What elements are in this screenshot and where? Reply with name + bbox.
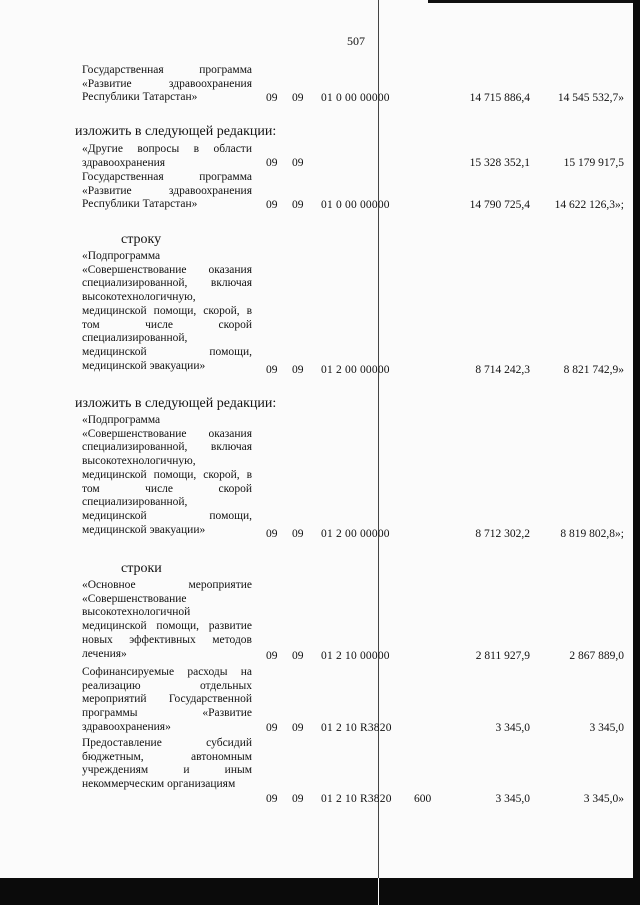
row-f-year2: 2 867 889,0 — [569, 650, 624, 662]
heading-rows: строки — [121, 561, 162, 576]
scan-right-border — [633, 0, 640, 905]
row-c-description: Государственная программа «Развитие здравоохранения Республики Татарстан» — [82, 171, 252, 211]
row-g-pr: 09 — [292, 722, 304, 734]
heading-amend-1: изложить в следующей редакции: — [75, 124, 277, 139]
row-c-year2: 14 622 126,3»; — [554, 199, 624, 211]
row-a-cs: 01 0 00 00000 — [321, 92, 390, 104]
heading-row: строку — [121, 232, 162, 247]
page-number: 507 — [347, 34, 365, 48]
row-d-year1: 8 714 242,3 — [475, 364, 530, 376]
row-b-description: «Другие вопросы в области здравоохранения — [82, 143, 252, 169]
row-d-rz: 09 — [266, 364, 278, 376]
scan-bottom-border — [0, 878, 640, 905]
row-e-year1: 8 712 302,2 — [475, 528, 530, 540]
scan-bottom-gap — [378, 878, 379, 905]
row-g-year2: 3 345,0 — [589, 722, 624, 734]
row-f-description: «Основное мероприятие «Совершенствование высокотехнологичной медицинской помощи, развитие новых эффективных методов лечения» — [82, 579, 252, 660]
row-b-rz: 09 — [266, 157, 278, 169]
row-h-cs: 01 2 10 R3820 — [321, 793, 392, 805]
row-h-year1: 3 345,0 — [495, 793, 530, 805]
row-c-pr: 09 — [292, 199, 304, 211]
heading-amend-2: изложить в следующей редакции: — [75, 396, 277, 411]
row-e-year2: 8 819 802,8»; — [560, 528, 624, 540]
row-a-year2: 14 545 532,7» — [557, 92, 624, 104]
row-a-description: Государственная программа «Развитие здравоохранения Республики Татарстан» — [82, 64, 252, 104]
row-h-year2: 3 345,0» — [583, 793, 624, 805]
row-a-year1: 14 715 886,4 — [469, 92, 530, 104]
row-h-rz: 09 — [266, 793, 278, 805]
row-e-description: «Подпрограмма «Совершенствование оказания специализированной, включая высокотехнологичную, медицинской помощи, скорой, в том числе скорой специализированной, медицинской помощи, медицинской эвакуации» — [82, 414, 252, 536]
row-a-pr: 09 — [292, 92, 304, 104]
row-b-pr: 09 — [292, 157, 304, 169]
row-h-pr: 09 — [292, 793, 304, 805]
row-d-description: «Подпрограмма «Совершенствование оказания специализированной, включая высокотехнологичную, медицинской помощи, скорой, в том числе скорой специализированной, медицинской помощи, медицинской эвакуации» — [82, 250, 252, 372]
row-g-description: Софинансируемые расходы на реализацию отдельных мероприятий Государственной программы «Развитие здравоохранения» — [82, 666, 252, 733]
row-d-cs: 01 2 00 00000 — [321, 364, 390, 376]
row-e-cs: 01 2 00 00000 — [321, 528, 390, 540]
row-d-pr: 09 — [292, 364, 304, 376]
row-f-year1: 2 811 927,9 — [475, 650, 530, 662]
row-h-description: Предоставление субсидий бюджетным, автономным учреждениям и иным некоммерческим организациям — [82, 737, 252, 791]
scan-fold-line — [378, 0, 379, 878]
row-b-year2: 15 179 917,5 — [563, 157, 624, 169]
row-f-rz: 09 — [266, 650, 278, 662]
row-g-year1: 3 345,0 — [495, 722, 530, 734]
row-f-pr: 09 — [292, 650, 304, 662]
row-a-rz: 09 — [266, 92, 278, 104]
row-d-year2: 8 821 742,9» — [563, 364, 624, 376]
row-c-cs: 01 0 00 00000 — [321, 199, 390, 211]
row-c-rz: 09 — [266, 199, 278, 211]
row-c-year1: 14 790 725,4 — [469, 199, 530, 211]
row-b-year1: 15 328 352,1 — [469, 157, 530, 169]
row-h-vr: 600 — [414, 793, 432, 805]
scan-top-bar — [428, 0, 640, 3]
row-f-cs: 01 2 10 00000 — [321, 650, 390, 662]
row-g-rz: 09 — [266, 722, 278, 734]
row-e-rz: 09 — [266, 528, 278, 540]
row-g-cs: 01 2 10 R3820 — [321, 722, 392, 734]
row-e-pr: 09 — [292, 528, 304, 540]
